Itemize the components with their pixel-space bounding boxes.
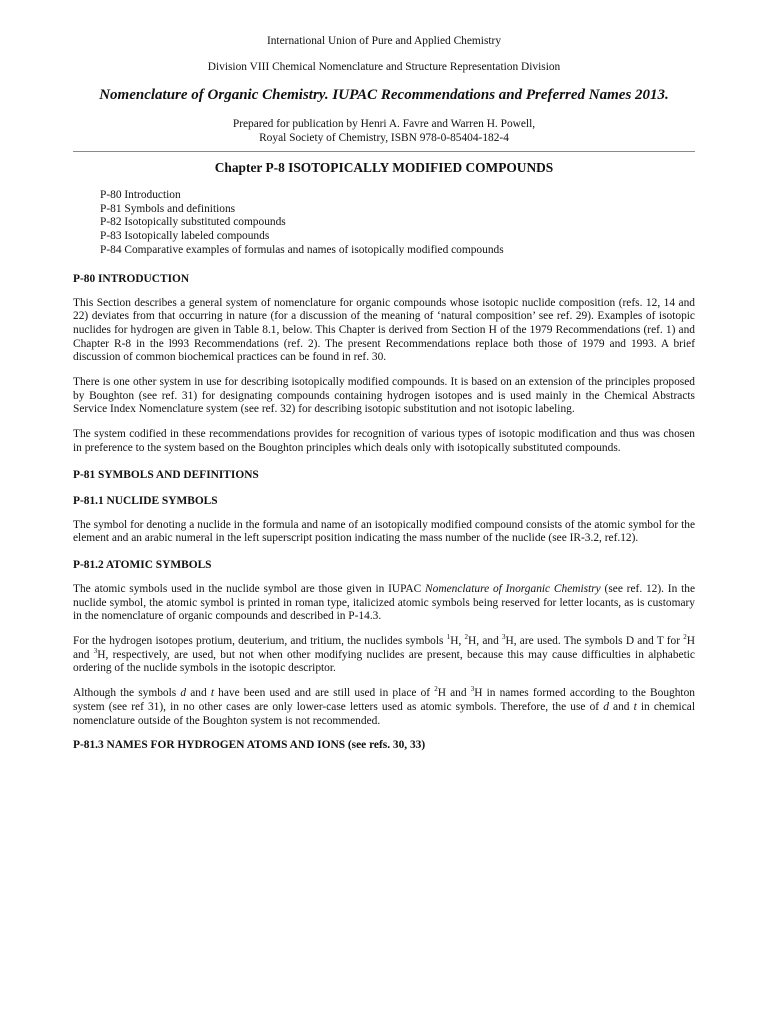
- subsection-heading-p81-1: [73, 494, 695, 508]
- chapter-title: Chapter P-8 ISOTOPICALLY MODIFIED COMPOUNDS: [214, 160, 554, 175]
- header-divider: [73, 151, 695, 152]
- subsection-number: P-81.3: [73, 739, 104, 752]
- document-title: Nomenclature of Organic Chemistry. IUPAC Recommendations and Preferred Names 2013.: [99, 87, 669, 103]
- subsection-number: P-81.2: [73, 558, 104, 571]
- contents-item-p82: P-82 Isotopically substituted compounds: [100, 216, 286, 229]
- p80-paragraph-2: There is one other system in use for describing isotopically modified compounds. It is based on an extension of the principles proposed by Boughton (see ref. 31) for designating compounds containing hydrogen isotopes and is used mainly in the Chemical Abstracts Service Index Nomenclature system (see ref. 32) for describing isotopic substitution and not isotopic labeling.: [73, 376, 695, 416]
- contents-item-p80: P-80 Introduction: [100, 189, 181, 201]
- contents-item-p83: P-83 Isotopically labeled compounds: [100, 230, 270, 243]
- subsection-title: NAMES FOR HYDROGEN ATOMS AND IONS: [103, 739, 346, 752]
- section-heading-p81: P-81 SYMBOLS AND DEFINITIONS: [73, 468, 259, 481]
- section-heading-p80: P-80 INTRODUCTION: [73, 272, 190, 285]
- subsection-heading-p81-2: [73, 558, 695, 572]
- p81-2-paragraph-2: For the hydrogen isotopes protium, deuterium, and tritium, the nuclides symbols $^1$H, $^2$H, and $^3$H, are used. The symbols D and T for $^2$H and $^3$H, respectively, are used, but not when other modifying nuclides are present, because this may cause difficulties in alphabetic ordering of the nuclide symbols in the isotopic descriptor.: [73, 633, 695, 675]
- subsection-title: NUCLIDE SYMBOLS: [103, 494, 218, 507]
- division-line: Division VIII Chemical Nomenclature and Structure Representation Division: [207, 61, 561, 73]
- book-title: Nomenclature of Inorganic Chemistry: [425, 582, 601, 595]
- chapter-contents: [100, 189, 695, 258]
- contents-item-p84: P-84 Comparative examples of formulas and names of isotopically modified compounds: [100, 243, 504, 256]
- publisher-line: Royal Society of Chemistry, ISBN 978-0-85404-182-4: [259, 132, 509, 144]
- subsection-number: P-81.1: [73, 494, 104, 507]
- p81-2-paragraph-3: Although the symbols d and t have been used and are still used in place of $^2$H and $^3$H in names formed according to the Boughton system (see ref 31), in no other cases are only lower-case letters used as atomic symbols. Therefore, the use of d and t in chemical nomenclature outside of the Boughton system is not recommended.: [73, 685, 695, 727]
- preparation-credits: [73, 117, 695, 145]
- prepared-by-line: Prepared for publication by Henri A. Favre and Warren H. Powell,: [232, 118, 536, 130]
- p80-paragraph-3: The system codified in these recommendations provides for recognition of various types of isotopic modification and thus was chosen in preference to the system based on the Boughton principles which deals only with isotopically substituted compounds.: [73, 428, 695, 454]
- subsection-title: ATOMIC SYMBOLS: [103, 558, 212, 571]
- contents-item-p81: P-81 Symbols and definitions: [100, 202, 236, 215]
- subsection-references: (see refs. 30, 33): [345, 739, 426, 752]
- p80-paragraph-1: This Section describes a general system of nomenclature for organic compounds whose isotopic nuclide composition (refs. 12, 14 and 22) deviates from that occurring in nature (for a discussion of the meaning of ‘natural composition’ see ref. 29). Examples of isotopic nuclides for hydrogen are given in Table 8.1, below. This Chapter is derived from Section H of the 1979 Recommendations (ref. 1) and Chapter R-8 in the l993 Recommendations (ref. 2). The present Recommendations replace both those of 1979 and 1993. A brief discussion of common biochemical practices can be found in ref. 30.: [73, 296, 695, 364]
- p81-2-paragraph-1: The atomic symbols used in the nuclide symbol are those given in IUPAC Nomenclature of Inorganic Chemistry (see ref. 12). In the nuclide symbol, the atomic symbol is printed in roman type, italicized atomic symbols being reserved for letter locants, as is customary in the nomenclature of organic compounds and described in P-14.3.: [73, 582, 696, 623]
- organization-line: International Union of Pure and Applied Chemistry: [266, 35, 502, 47]
- p81-1-paragraph: The symbol for denoting a nuclide in the formula and name of an isotopically modified compound consists of the atomic symbol for the element and an arabic numeral in the left superscript position indicating the mass number of the nuclide (see IR-3.2, ref.12).: [73, 518, 695, 545]
- subsection-heading-p81-3: [73, 738, 695, 752]
